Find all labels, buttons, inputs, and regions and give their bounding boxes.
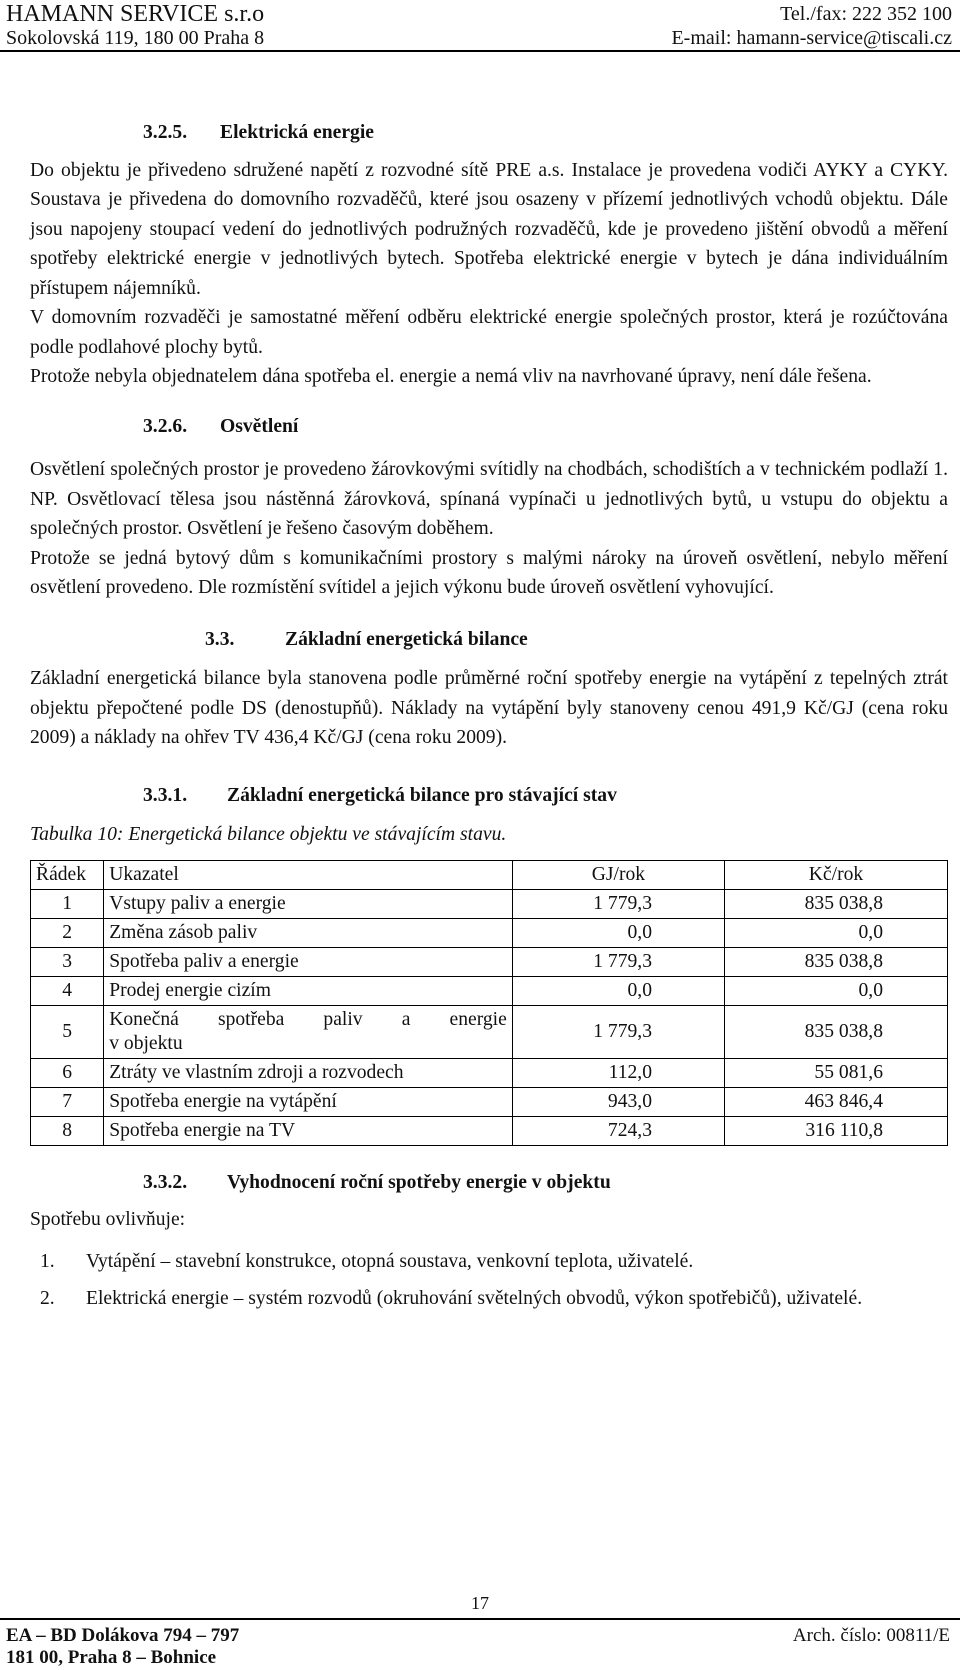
- gj-value: 0,0: [512, 918, 724, 947]
- column-header: Řádek: [31, 860, 104, 889]
- list-item: [30, 1284, 948, 1314]
- gj-value: 1 779,3: [512, 889, 724, 918]
- paragraph: Protože nebyla objednatelem dána spotřeba el. energie a nemá vliv na navrhované úpravy, není dále řešena.: [30, 366, 872, 387]
- list-text: Elektrická energie – systém rozvodů (okruhování světelných obvodů, výkon spotřebičů), uživatelé.: [86, 1288, 863, 1309]
- row-label: Změna zásob paliv: [104, 918, 513, 947]
- column-header: Kč/rok: [725, 860, 948, 889]
- table-row: [31, 1005, 948, 1058]
- heading-title: Základní energetická bilance: [285, 628, 528, 650]
- table-caption: Tabulka 10: Energetická bilance objektu ve stávajícím stavu.: [30, 824, 507, 845]
- paragraph: Základní energetická bilance byla stanovena podle průměrné roční spotřeby energie na vytápění z tepelných ztrát objektu přepočtené podle DS (denostupňů). Náklady na vytápění byly stanoveny cenou 491,9 Kč/GJ (cena roku 2009) a náklady na ohřev TV 436,4 Kč/GJ (cena roku 2009).: [30, 668, 948, 748]
- page-content: [30, 118, 948, 1314]
- row-label: Vstupy paliv a energie: [104, 889, 513, 918]
- row-number: 1: [31, 889, 104, 918]
- row-label: Spotřeba energie na TV: [104, 1116, 513, 1145]
- list-item: [30, 1247, 948, 1277]
- kc-value: 55 081,6: [725, 1058, 948, 1087]
- row-label: Prodej energie cizím: [104, 976, 513, 1005]
- gj-value: 1 779,3: [512, 947, 724, 976]
- heading-number: 3.2.5.: [143, 122, 188, 143]
- page-footer: [0, 1618, 960, 1669]
- row-label: Ztráty ve vlastním zdroji a rozvodech: [104, 1058, 513, 1087]
- kc-value: 835 038,8: [725, 889, 948, 918]
- table-row: [31, 1087, 948, 1116]
- heading-title: Osvětlení: [220, 415, 299, 437]
- row-label-line-2: v objektu: [109, 1032, 183, 1054]
- table-row: [31, 889, 948, 918]
- paragraph: Do objektu je přivedeno sdružené napětí z rozvodné sítě PRE a.s. Instalace je provedena vodiči AYKY a CYKY. Soustava je přivedena do domovního rozvaděčů, které jsou osazeny v přízemí jednotlivých vchodů objektu. Dále jsou napojeny stoupací vedení do jednotlivých podružných rozvaděčů, kde je provedeno jištění obvodů a měření spotřeby elektrické energie v jednotlivých bytech. Spotřeba elektrické energie v bytech je dána individuálním přístupem nájemníků.: [30, 159, 948, 299]
- influence-list: [30, 1247, 948, 1314]
- row-number: 5: [31, 1005, 104, 1058]
- footer-location: 181 00, Praha 8 – Bohnice: [6, 1647, 217, 1668]
- footer-archive-number: Arch. číslo: 00811/E: [792, 1625, 950, 1646]
- table-row: [31, 1116, 948, 1145]
- list-intro: Spotřebu ovlivňuje:: [30, 1209, 186, 1230]
- heading-title: Základní energetická bilance pro stávající stav: [227, 784, 617, 806]
- heading-3-3-1: [30, 781, 948, 811]
- row-label: Spotřeba paliv a energie: [104, 947, 513, 976]
- company-name: HAMANN SERVICE s.r.o: [6, 1, 265, 27]
- gj-value: 1 779,3: [512, 1005, 724, 1058]
- heading-title: Elektrická energie: [220, 122, 374, 143]
- paragraph: Protože se jedná bytový dům s komunikačními prostory s malými nároky na úroveň osvětlení, nebylo měření osvětlení provedeno. Dle rozmístění svítidel a jejich výkonu bude úroveň osvětlení vyhovující.: [30, 547, 948, 598]
- table-row: [31, 976, 948, 1005]
- row-number: 2: [31, 918, 104, 947]
- list-text: Vytápění – stavební konstrukce, otopná soustava, venkovní teplota, uživatelé.: [86, 1250, 694, 1272]
- row-label: [104, 1005, 513, 1058]
- company-phone: Tel./fax: 222 352 100: [780, 3, 952, 25]
- column-header: Ukazatel: [104, 860, 513, 889]
- kc-value: 835 038,8: [725, 1005, 948, 1058]
- table-row: [31, 1058, 948, 1087]
- company-email: E-mail: hamann-service@tiscali.cz: [671, 27, 952, 49]
- gj-value: 0,0: [512, 976, 724, 1005]
- kc-value: 835 038,8: [725, 947, 948, 976]
- kc-value: 463 846,4: [725, 1087, 948, 1116]
- heading-3-3-2: [30, 1168, 948, 1198]
- kc-value: 0,0: [725, 976, 948, 1005]
- row-number: 7: [31, 1087, 104, 1116]
- heading-number: 3.3.: [205, 628, 235, 650]
- paragraph: V domovním rozvaděči je samostatné měření odběru elektrické energie společných prostor, která je rozúčtována podle podlahové plochy bytů.: [30, 307, 948, 358]
- table-header-row: [31, 860, 948, 889]
- heading-number: 3.2.6.: [143, 415, 188, 437]
- table-row: [31, 918, 948, 947]
- list-number: 2.: [40, 1288, 55, 1309]
- heading-3-2-6: [30, 412, 948, 442]
- row-number: 6: [31, 1058, 104, 1087]
- heading-number: 3.3.2.: [143, 1171, 188, 1193]
- kc-value: 316 110,8: [725, 1116, 948, 1145]
- company-address: Sokolovská 119, 180 00 Praha 8: [6, 27, 265, 49]
- row-number: 3: [31, 947, 104, 976]
- list-number: 1.: [40, 1250, 55, 1272]
- footer-project: EA – BD Dolákova 794 – 797: [6, 1625, 240, 1646]
- gj-value: 724,3: [512, 1116, 724, 1145]
- heading-title: Vyhodnocení roční spotřeby energie v objektu: [227, 1171, 611, 1193]
- paragraph: Osvětlení společných prostor je provedeno žárovkovými svítidly na chodbách, schodištích a v technickém podlaží 1. NP. Osvětlovací tělesa jsou nástěnná žárovková, spínaná vypínači u jednotlivých bytů, u vstupu do objektu a společných prostor. Osvětlení je řešeno časovým doběhem.: [30, 459, 948, 539]
- gj-value: 112,0: [512, 1058, 724, 1087]
- column-header: GJ/rok: [512, 860, 724, 889]
- row-label-line-1: Konečná spotřeba paliv a energie: [109, 1008, 507, 1030]
- energy-balance-table: [30, 860, 948, 1146]
- heading-number: 3.3.1.: [143, 784, 188, 806]
- row-number: 8: [31, 1116, 104, 1145]
- row-number: 4: [31, 976, 104, 1005]
- heading-3-2-5: [30, 118, 948, 148]
- heading-3-3: [30, 625, 948, 655]
- kc-value: 0,0: [725, 918, 948, 947]
- row-label: Spotřeba energie na vytápění: [104, 1087, 513, 1116]
- gj-value: 943,0: [512, 1087, 724, 1116]
- table-row: [31, 947, 948, 976]
- page-number: 17: [471, 1593, 489, 1613]
- page-header: [0, 0, 960, 52]
